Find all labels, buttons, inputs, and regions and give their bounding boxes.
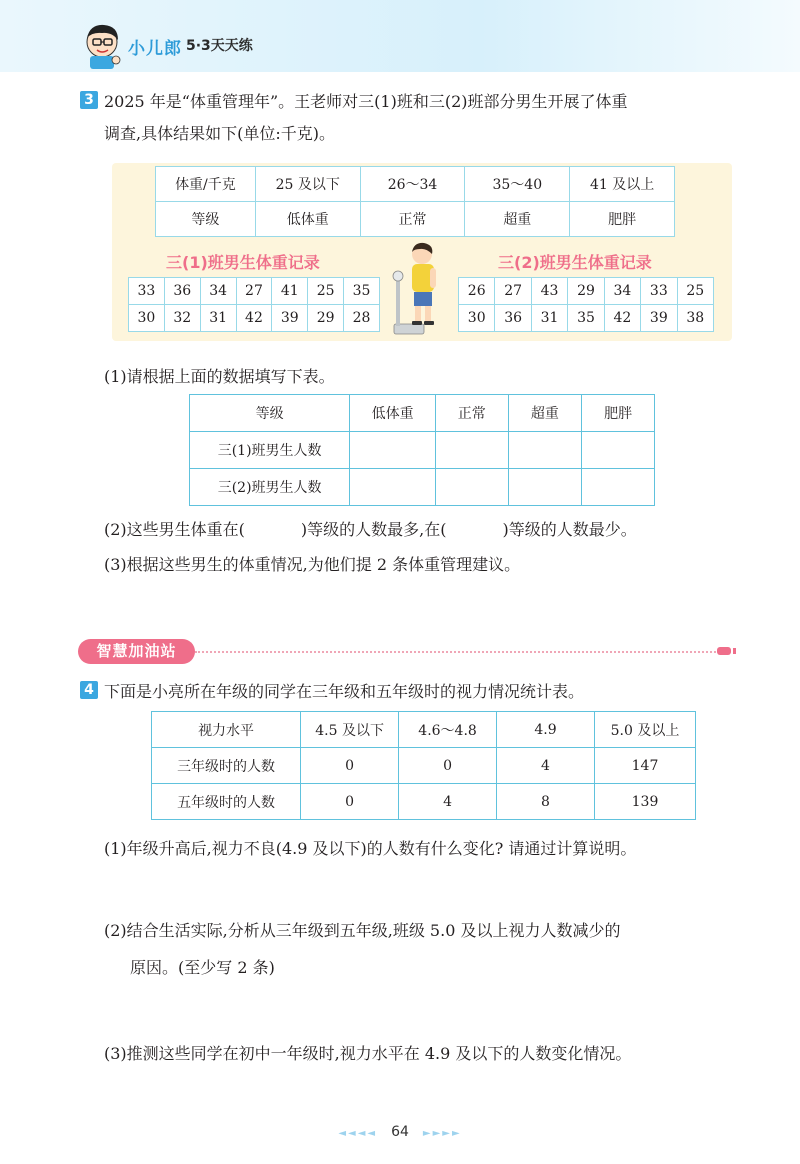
answer-cell[interactable] [582, 432, 655, 469]
range-cell: 35～40 [465, 167, 570, 202]
question-4-number: 4 [80, 681, 98, 699]
vision-row-label: 五年级时的人数 [152, 784, 301, 820]
fill-header-cell: 超重 [508, 395, 582, 432]
weight-value: 33 [641, 278, 677, 305]
grade-cell: 超重 [465, 202, 570, 237]
class2-count-label: 三(2)班男生人数 [190, 469, 350, 506]
weight-header-cell: 体重/千克 [156, 167, 256, 202]
vision-count: 0 [301, 784, 399, 820]
q3-sub2-part-b: )等级的人数最多,在( [300, 520, 447, 539]
grade-header-cell: 等级 [156, 202, 256, 237]
weight-value: 31 [200, 305, 236, 332]
q4-sub2-line2: 原因。(至少写 2 条) [130, 958, 275, 977]
weight-value: 30 [459, 305, 495, 332]
weight-value: 26 [459, 278, 495, 305]
banner-dotted-line [195, 651, 723, 653]
weight-value: 31 [531, 305, 567, 332]
q3-intro-line2: 调查,具体结果如下(单位:千克)。 [104, 124, 335, 143]
weight-value: 33 [129, 278, 165, 305]
class1-weight-records [128, 277, 380, 332]
boy-mascot-icon [80, 20, 126, 70]
class1-record-title: 三(1)班男生体重记录 [166, 253, 320, 272]
vision-header-cell: 视力水平 [152, 712, 301, 748]
weight-value: 25 [308, 278, 344, 305]
answer-cell[interactable] [508, 469, 582, 506]
weight-value: 27 [495, 278, 531, 305]
weight-value: 36 [164, 278, 200, 305]
page-footer [0, 1124, 800, 1140]
fill-header-cell: 正常 [435, 395, 508, 432]
weight-value: 29 [568, 278, 604, 305]
q4-sub1: (1)年级升高后,视力不良(4.9 及以下)的人数有什么变化? 请通过计算说明。 [104, 839, 637, 858]
vision-count: 8 [497, 784, 595, 820]
weight-value: 25 [677, 278, 713, 305]
vision-header-cell: 4.5 及以下 [301, 712, 399, 748]
weight-value: 39 [272, 305, 308, 332]
q3-sub2-part-c: )等级的人数最少。 [502, 520, 637, 539]
vision-count: 4 [497, 748, 595, 784]
weight-grade-table [155, 166, 675, 237]
vision-count: 0 [399, 748, 497, 784]
weight-value: 42 [604, 305, 640, 332]
weight-value: 42 [236, 305, 272, 332]
vision-count: 4 [399, 784, 497, 820]
weight-value: 34 [200, 278, 236, 305]
weight-value: 43 [531, 278, 567, 305]
weight-value: 29 [308, 305, 344, 332]
q4-sub3: (3)推测这些同学在初中一年级时,视力水平在 4.9 及以下的人数变化情况。 [104, 1044, 632, 1063]
answer-cell[interactable] [435, 469, 508, 506]
vision-header-cell: 4.9 [497, 712, 595, 748]
vision-row-label: 三年级时的人数 [152, 748, 301, 784]
class2-record-title: 三(2)班男生体重记录 [498, 253, 652, 272]
fill-header-cell: 等级 [190, 395, 350, 432]
q4-sub2-line1: (2)结合生活实际,分析从三年级到五年级,班级 5.0 及以上视力人数减少的 [104, 921, 621, 940]
brand-title: 小儿郎 [128, 39, 182, 59]
boy-on-scale-icon [392, 240, 450, 338]
q3-sub2 [104, 517, 637, 540]
vision-header-cell: 4.6～4.8 [399, 712, 497, 748]
answer-cell[interactable] [350, 432, 436, 469]
banner-end-icon [717, 645, 737, 657]
q3-sub1: (1)请根据上面的数据填写下表。 [104, 367, 335, 386]
q3-intro-line1: 2025 年是“体重管理年”。王老师对三(1)班和三(2)班部分男生开展了体重 [104, 92, 628, 111]
vision-header-cell: 5.0 及以上 [594, 712, 695, 748]
vision-count: 147 [594, 748, 695, 784]
weight-value: 41 [272, 278, 308, 305]
weight-value: 39 [641, 305, 677, 332]
vision-stats-table [151, 711, 696, 820]
weight-value: 27 [236, 278, 272, 305]
class2-weight-records [458, 277, 714, 332]
weight-value: 34 [604, 278, 640, 305]
range-cell: 26～34 [360, 167, 465, 202]
question-3-number: 3 [80, 91, 98, 109]
grade-cell: 正常 [360, 202, 465, 237]
weight-value: 35 [568, 305, 604, 332]
answer-cell[interactable] [435, 432, 508, 469]
fill-header-cell: 肥胖 [582, 395, 655, 432]
left-arrows-icon: ◄◄◄◄ [338, 1128, 378, 1139]
weight-value: 36 [495, 305, 531, 332]
class1-count-label: 三(1)班男生人数 [190, 432, 350, 469]
grade-cell: 低体重 [255, 202, 360, 237]
right-arrows-icon: ►►►► [422, 1128, 462, 1139]
grade-cell: 肥胖 [570, 202, 675, 237]
weight-value: 32 [164, 305, 200, 332]
q4-intro: 下面是小亮所在年级的同学在三年级和五年级时的视力情况统计表。 [104, 682, 585, 701]
answer-cell[interactable] [350, 469, 436, 506]
weight-value: 28 [344, 305, 380, 332]
vision-count: 0 [301, 748, 399, 784]
answer-cell[interactable] [508, 432, 582, 469]
grade-count-table [189, 394, 655, 506]
page-number: 64 [391, 1124, 409, 1140]
range-cell: 25 及以下 [255, 167, 360, 202]
vision-count: 139 [594, 784, 695, 820]
q3-sub3: (3)根据这些男生的体重情况,为他们提 2 条体重管理建议。 [104, 555, 521, 574]
weight-value: 35 [344, 278, 380, 305]
range-cell: 41 及以上 [570, 167, 675, 202]
fill-header-cell: 低体重 [350, 395, 436, 432]
section-banner: 智慧加油站 [78, 639, 195, 664]
weight-value: 38 [677, 305, 713, 332]
answer-cell[interactable] [582, 469, 655, 506]
brand-series: 5·3天天练 [186, 38, 253, 54]
q3-sub2-part-a: (2)这些男生体重在( [104, 520, 245, 539]
weight-value: 30 [129, 305, 165, 332]
